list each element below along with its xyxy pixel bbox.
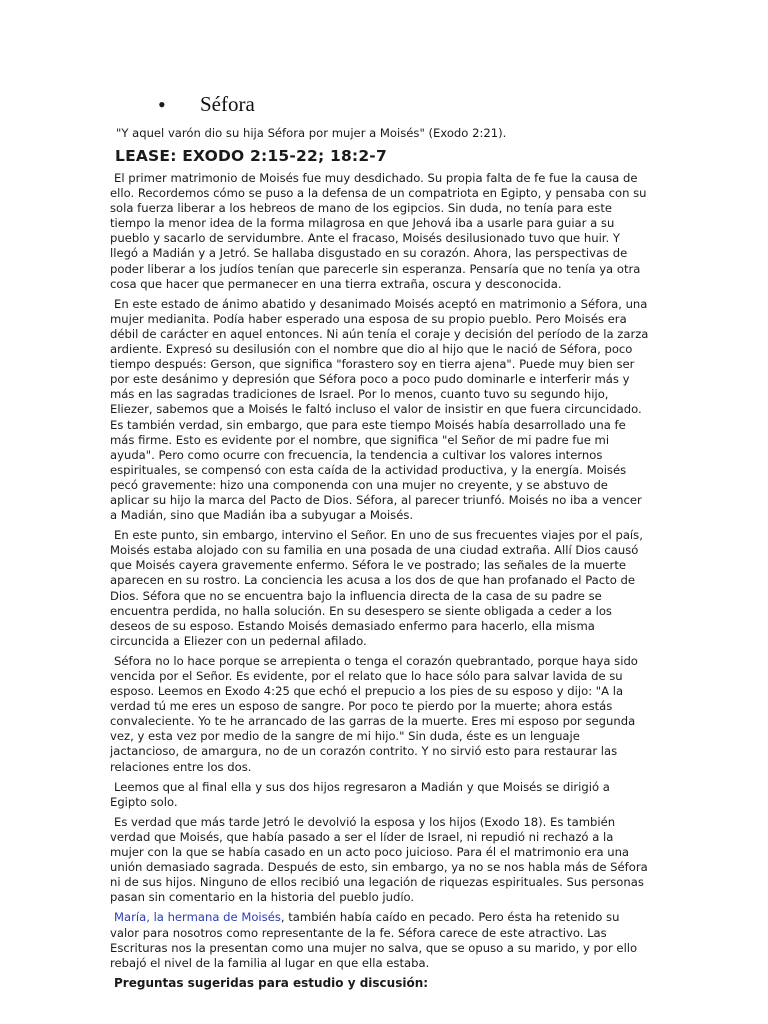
paragraph: Leemos que al final ella y sus dos hijos regresaron a Madián y que Moisés se dirigió a Egipto solo. <box>110 779 610 809</box>
article-body <box>110 171 650 990</box>
reading-reference: LEASE: EXODO 2:15-22; 18:2-7 <box>115 147 387 165</box>
paragraph: El primer matrimonio de Moisés fue muy desdichado. Su propia falta de fe fue la causa de ello. Recordemos cómo se puso a la defensa de un compatriota en Egipto, y pensaba con su sola fuerza liberar a los hebreos de mano de los egipcios. Sin duda, no tenía para este tiempo la menor idea de la forma milagrosa en que Jehová iba a usarle para guiar a su pueblo y sacarlo de servidumbre. Ante el fracaso, Moisés desilusionado tuvo que huir. Y llegó a Madián y a Jetró. Se hallaba disgustado en su corazón. Ahora, las perspectivas de poder liberar a los judíos tenían que parecerle sin esperanza. Pensaría que no tenía ya otra cosa que hacer que permanecer en una tierra extraña, oscura y desconocida. <box>110 171 647 291</box>
epigraph-quote: "Y aquel varón dio su hija Séfora por mujer a Moisés" (Exodo 2:21). <box>116 126 507 140</box>
bullet-icon: • <box>158 91 166 117</box>
page-title: Séfora <box>200 92 255 116</box>
maria-link[interactable]: María, la hermana de Moisés <box>114 910 281 925</box>
title-row <box>158 92 255 117</box>
paragraph-rest: , también había caído en pecado. Pero ésta ha retenido su valor para nosotros como representante de la fe. Séfora carece de este atractivo. Las Escrituras nos la presentan como una mujer no salva, que se opuso a su marido, y por ello rebajó el nivel de la familia al lugar en que ella estaba. <box>110 910 638 970</box>
paragraph: Es verdad que más tarde Jetró le devolvió la esposa y los hijos (Exodo 18). Es también verdad que Moisés, que había pasado a ser el líder de Israel, ni repudió ni rechazó a la mujer con la que se había casado en un acto poco juicioso. Para él el matrimonio era una unión demasiado sagrada. Después de esto, sin embargo, ya no se nos habla más de Séfora ni de sus hijos. Ninguno de ellos recibió una legación de riquezas espirituales. Sus personas pasan sin comentario en la historia del pueblo judío. <box>110 814 648 905</box>
questions-heading: Preguntas sugeridas para estudio y discusión: <box>114 975 429 990</box>
paragraph: En este punto, sin embargo, intervino el Señor. En uno de sus frecuentes viajes por el país, Moisés estaba alojado con su familia en una posada de una ciudad extraña. Allí Dios causó que Moisés cayera gravemente enfermo. Séfora le ve postrado; las señales de la muerte aparecen en su rostro. La conciencia les acusa a los dos de que han profanado el Pacto de Dios. Séfora que no se encuentra bajo la influencia directa de la casa de su padre se encuentra perdida, no halla solución. En su desespero se siente obligada a ceder a los deseos de su esposo. Estando Moisés demasiado enfermo para hacerlo, ella misma circuncida a Eliezer con un pedernal afilado. <box>110 528 643 648</box>
paragraph: En este estado de ánimo abatido y desanimado Moisés aceptó en matrimonio a Séfora, una mujer medianita. Podía haber esperado una esposa de su propio pueblo. Pero Moisés era débil de carácter en aquel entonces. Ni aún tenía el coraje y decisión del período de la zarza ardiente. Expresó su desilusión con el nombre que dio al hijo que le nació de Séfora, poco tiempo después: Gerson, que significa "forastero soy en tierra ajena". Puede muy bien ser por este desánimo y depresión que Séfora poco a poco pudo dominarle e interferir más y más en las sagradas tradiciones de Israel. Por lo menos, cuanto tuvo su segundo hijo, Eliezer, sabemos que a Moisés le faltó incluso el valor de insistir en que fuera circuncidado. Es también verdad, sin embargo, que para este tiempo Moisés había desarrollado una fe más firme. Esto es evidente por el nombre, que significa "el Señor de mi padre fue mi ayuda". Pero como ocurre con frecuencia, la tendencia a cultivar los valores internos espirituales, se compensó con esta caída de la actividad productiva, y la energía. Moisés pecó gravemente: hizo una componenda con una mujer no creyente, y se abstuvo de aplicar su hijo la marca del Pacto de Dios. Séfora, al parecer triunfó. Moisés no iba a vencer a Madián, sino que Madián iba a subyugar a Moisés. <box>110 296 649 523</box>
paragraph-maria <box>110 910 650 970</box>
paragraph: Séfora no lo hace porque se arrepienta o tenga el corazón quebrantado, porque haya sido vencida por el Señor. Es evidente, por el relato que lo hace sólo para salvar lavida de su esposo. Leemos en Exodo 4:25 que echó el prepucio a los pies de su esposo y dijo: "A la verdad tú me eres un esposo de sangre. Por poco te pierdo por la muerte; ahora estás convaleciente. Yo te he arrancado de las garras de la muerte. Eres mi esposo por segunda vez, y esta vez por medio de la sangre de mi hijo." Sin duda, éste es un lenguaje jactancioso, de amargura, no de un corazón contrito. Y no sirvió esto para restaurar las relaciones entre los dos. <box>110 653 638 774</box>
